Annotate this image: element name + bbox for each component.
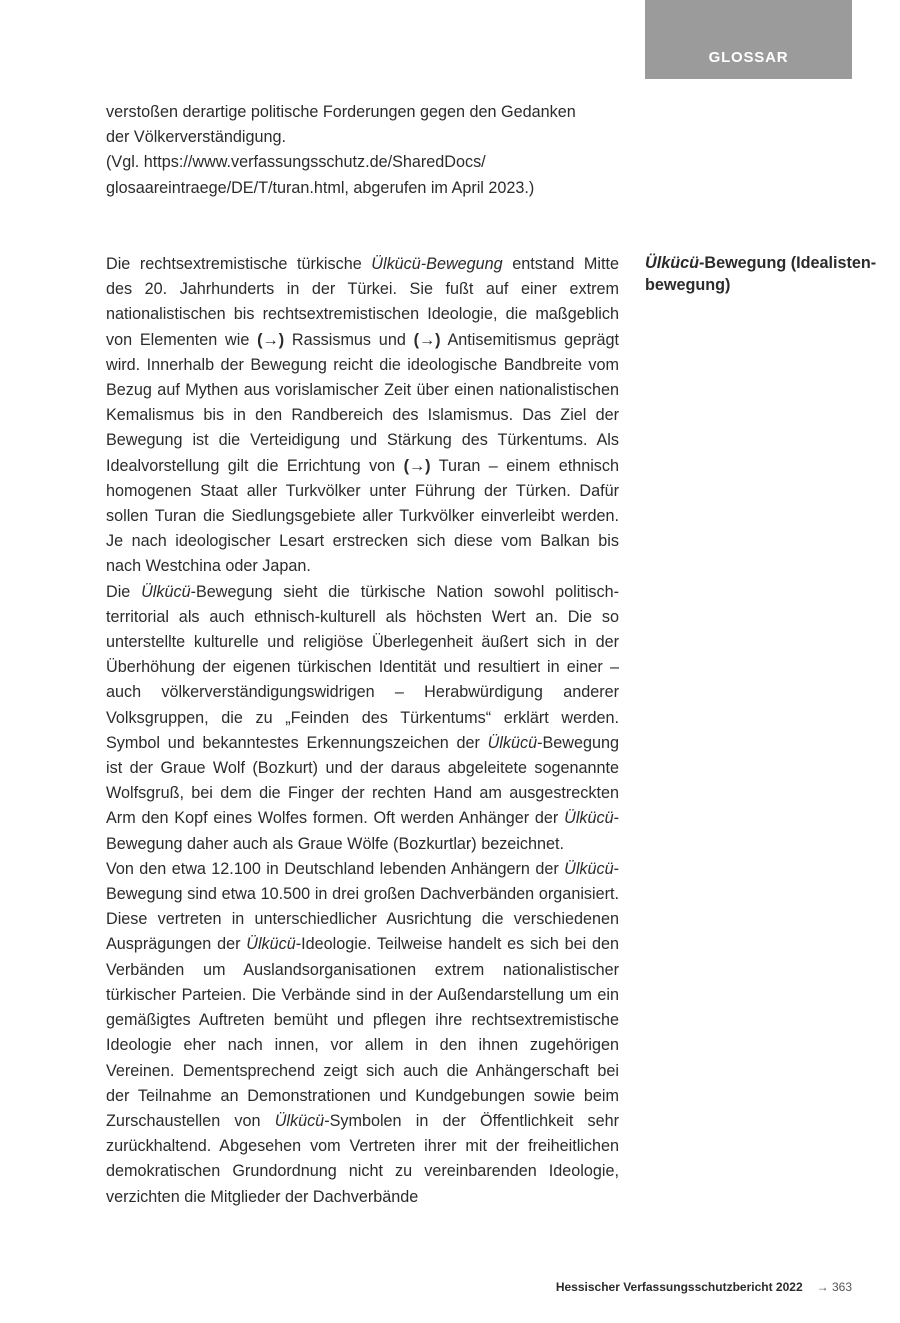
paragraph-2 bbox=[106, 580, 619, 857]
text-em: Ülkücü-Bewegung bbox=[371, 255, 503, 273]
paragraph-1 bbox=[106, 252, 619, 580]
text-span: -Ideologie. Teilweise handelt es sich bei den Verbänden um Auslandsorganisationen extrem nationalistischer türkischer Parteien. Die Verbände sind in der Außendarstellung um ein gemäßigtes Auftreten bemüht und pflegen ihre rechtsextremistische Ideologie eher nach innen, vor allem in den ihnen zugehörigen Vereinen. Dementsprechend zeigt sich auch die Anhängerschaft bei der Teilnahme an Demonstrationen und Kundgebungen sowie beim Zurschaustellen von bbox=[106, 935, 619, 1130]
publication-title: Hessischer Verfassungsschutzbericht 2022 bbox=[555, 1280, 803, 1294]
text-span: -Symbolen in der Öffentlichkeit sehr zurückhaltend. Abgesehen vom Vertreten ihrer mit der freiheitlichen demokratischen Grundordnung nicht zu vereinbarenden Ideologie, verzichten die Mitglieder der Dachverbände bbox=[106, 1111, 619, 1206]
page-number: 363 bbox=[831, 1280, 852, 1294]
text-em: Ülkücü bbox=[246, 935, 296, 954]
arrow-right-icon: → bbox=[816, 1280, 829, 1294]
text-span: -Bewegung sind etwa 10.500 in drei großen Dachverbänden organisiert. Diese vertreten in unterschiedlicher Ausrichtung die verschiedenen Ausprägungen der bbox=[106, 859, 619, 954]
text-em: Ülkücü bbox=[274, 1111, 325, 1130]
text-span: Die rechtsextremistische türkische bbox=[106, 255, 372, 273]
text-em: Ülkücü bbox=[141, 582, 191, 601]
text-span: Rassismus und bbox=[284, 330, 414, 349]
section-tab-label: GLOSSAR bbox=[708, 49, 789, 66]
text-em: Ülkücü bbox=[487, 733, 538, 752]
section-tab-glossar bbox=[645, 0, 852, 79]
text-span: Die bbox=[106, 582, 142, 601]
text-span: -Bewegung ist der Graue Wolf (Bozkurt) und der daraus abgeleitete sogenannte Wolfsgruß, bei dem die Finger der rechten Hand am ausgestreckten Arm den Kopf eines Wolfes formen. Oft werden Anhänger der bbox=[106, 733, 619, 828]
glossary-term-rest: -Bewegung (Idealisten-bewegung) bbox=[645, 254, 877, 294]
text-em: Ülkücü bbox=[564, 859, 614, 878]
intro-text bbox=[106, 100, 619, 201]
glossary-term bbox=[645, 252, 880, 296]
text-span: Von den etwa 12.100 in Deutschland lebenden Anhängern der bbox=[106, 859, 565, 878]
text-span: Antisemitismus geprägt wird. Innerhalb der Bewegung reicht die ideologische Bandbreite vom Bezug auf Mythen aus vorislamischer Zeit über einen nationalistischen Kemalismus bis in den Randbereich des Islamismus. Das Ziel der Bewegung ist die Verteidigung und Stärkung des Türkentums. Als Idealvorstellung gilt die Errichtung von bbox=[106, 330, 619, 475]
text-span: -Bewegung sieht die türkische Nation sowohl politisch-territorial als auch ethnisch-kulturell als höchsten Wert an. Die so unterstellte kulturelle und religiöse Überlegenheit äußert sich in der Überhöhung der eigenen türkischen Identität und resultiert in einer – auch völkerverständigungswidrigen – Herabwürdigung anderer Volksgruppen, die zu „Feinden des Türkentums“ erklärt werden. Symbol und bekanntestes Erkennungszeichen der bbox=[106, 582, 619, 752]
cross-ref-arrow-icon: (→) bbox=[257, 330, 285, 349]
text-span: Turan – einem ethnisch homogenen Staat aller Turkvölker unter Führung der Türken. Dafür sollen Turan die Siedlungsgebiete aller Turkvölker einverleibt werden. Je nach ideologischer Lesart erstrecken sich diese vom Balkan bis nach Westchina oder Japan. bbox=[106, 456, 619, 576]
text-span: entstand Mitte des 20. Jahrhunderts in der Türkei. Sie fußt auf einer extrem nationalistischen bis rechtsextremistischen Ideologie, die maßgeblich von Elementen wie bbox=[106, 255, 619, 349]
intro-line: verstoßen derartige politische Forderungen gegen den Gedanken bbox=[106, 103, 576, 121]
intro-line: glosaareintraege/DE/T/turan.html, abgerufen im April 2023.) bbox=[106, 178, 535, 197]
paragraph-3 bbox=[106, 857, 619, 1210]
cross-ref-arrow-icon: (→) bbox=[403, 456, 431, 475]
page-footer bbox=[556, 1280, 852, 1294]
intro-line: (Vgl. https://www.verfassungsschutz.de/SharedDocs/ bbox=[106, 153, 486, 172]
page-number-group bbox=[817, 1280, 852, 1294]
text-em: Ülkücü bbox=[564, 809, 614, 828]
text-span: -Bewegung daher auch als Graue Wölfe (Bozkurtlar) bezeichnet. bbox=[106, 809, 619, 853]
intro-line: der Völkerverständigung. bbox=[106, 128, 286, 147]
cross-ref-arrow-icon: (→) bbox=[413, 330, 441, 349]
glossary-term-em: Ülkücü bbox=[645, 254, 699, 272]
glossary-entry-body bbox=[106, 252, 619, 1210]
